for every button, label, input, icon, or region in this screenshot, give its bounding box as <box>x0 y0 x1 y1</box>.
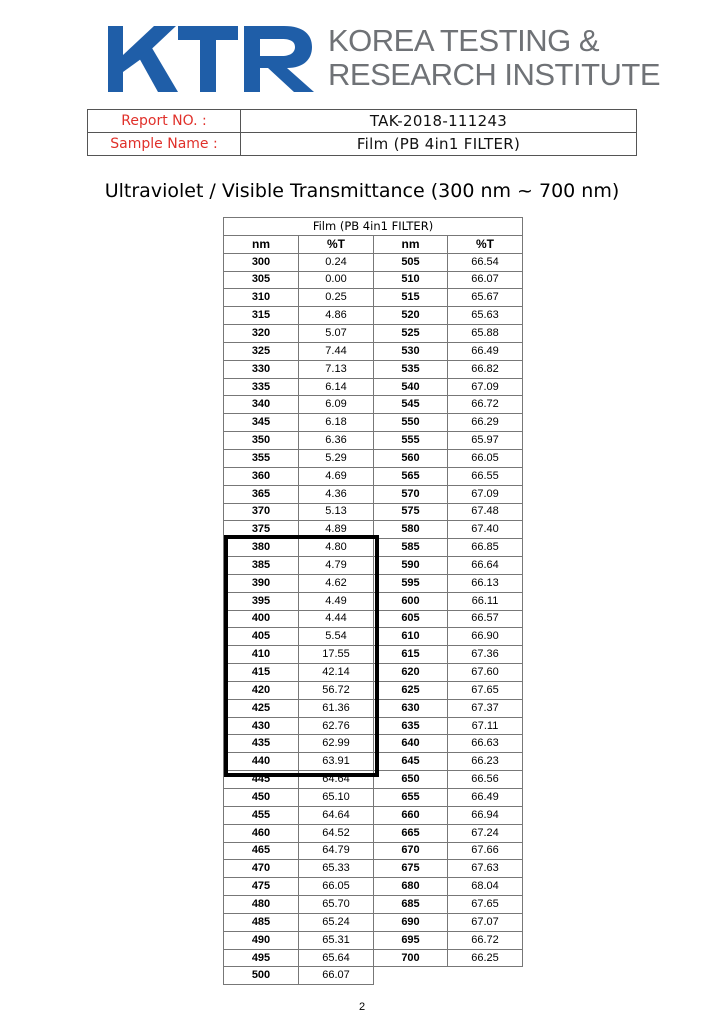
transmittance-cell: 6.18 <box>299 414 374 432</box>
transmittance-cell: 67.40 <box>448 521 523 539</box>
wavelength-cell: 430 <box>224 717 299 735</box>
transmittance-cell: 67.09 <box>448 485 523 503</box>
wavelength-cell: 470 <box>224 860 299 878</box>
transmittance-cell: 68.04 <box>448 878 523 896</box>
transmittance-cell: 67.07 <box>448 913 523 931</box>
column-header-nm: nm <box>224 235 299 253</box>
table-row <box>224 378 523 396</box>
transmittance-cell: 65.67 <box>448 289 523 307</box>
table-row <box>224 878 523 896</box>
wavelength-cell: 325 <box>224 342 299 360</box>
transmittance-cell: 0.24 <box>299 253 374 271</box>
wavelength-cell: 385 <box>224 557 299 575</box>
ktr-logo-mark <box>108 26 314 92</box>
wavelength-cell: 370 <box>224 503 299 521</box>
wavelength-cell: 680 <box>374 878 448 896</box>
column-header-transmittance: %T <box>299 235 374 253</box>
wavelength-cell: 615 <box>374 646 448 664</box>
wavelength-cell: 630 <box>374 699 448 717</box>
table-row <box>224 414 523 432</box>
wavelength-cell: 645 <box>374 753 448 771</box>
report-number-value: TAK-2018-111243 <box>241 110 637 133</box>
column-header-nm: nm <box>374 235 448 253</box>
report-info-table <box>87 109 637 156</box>
wavelength-cell: 535 <box>374 360 448 378</box>
wavelength-cell: 365 <box>224 485 299 503</box>
institute-name <box>328 24 660 92</box>
column-header-transmittance: %T <box>448 235 523 253</box>
transmittance-cell: 0.25 <box>299 289 374 307</box>
wavelength-cell: 670 <box>374 842 448 860</box>
table-title-row <box>224 218 523 236</box>
table-row <box>224 342 523 360</box>
wavelength-cell: 300 <box>224 253 299 271</box>
wavelength-cell: 695 <box>374 931 448 949</box>
wavelength-cell: 320 <box>224 325 299 343</box>
wavelength-cell: 450 <box>224 789 299 807</box>
institute-name-line2: RESEARCH INSTITUTE <box>328 57 661 92</box>
wavelength-cell: 460 <box>224 824 299 842</box>
table-row <box>224 449 523 467</box>
transmittance-cell: 67.66 <box>448 842 523 860</box>
wavelength-cell: 400 <box>224 610 299 628</box>
wavelength-cell: 675 <box>374 860 448 878</box>
transmittance-cell: 66.85 <box>448 539 523 557</box>
transmittance-cell: 66.57 <box>448 610 523 628</box>
wavelength-cell: 405 <box>224 628 299 646</box>
wavelength-cell: 530 <box>374 342 448 360</box>
wavelength-cell: 575 <box>374 503 448 521</box>
transmittance-cell: 5.29 <box>299 449 374 467</box>
table-row <box>224 432 523 450</box>
table-row <box>224 931 523 949</box>
table-row <box>224 824 523 842</box>
wavelength-cell: 555 <box>374 432 448 450</box>
wavelength-cell: 660 <box>374 806 448 824</box>
table-row <box>224 396 523 414</box>
institute-name-line1: KOREA TESTING & <box>328 23 600 58</box>
wavelength-cell: 500 <box>224 967 299 985</box>
sample-name-value: Film (PB 4in1 FILTER) <box>241 133 637 156</box>
table-row <box>224 307 523 325</box>
wavelength-cell: 340 <box>224 396 299 414</box>
transmittance-cell: 56.72 <box>299 681 374 699</box>
wavelength-cell: 550 <box>374 414 448 432</box>
page-number: 2 <box>358 1001 366 1013</box>
transmittance-cell: 67.36 <box>448 646 523 664</box>
transmittance-cell: 66.05 <box>448 449 523 467</box>
transmittance-cell: 4.49 <box>299 592 374 610</box>
transmittance-cell: 64.64 <box>299 806 374 824</box>
wavelength-cell: 315 <box>224 307 299 325</box>
wavelength-cell: 640 <box>374 735 448 753</box>
table-row <box>224 325 523 343</box>
wavelength-cell: 420 <box>224 681 299 699</box>
transmittance-cell: 61.36 <box>299 699 374 717</box>
wavelength-cell: 565 <box>374 467 448 485</box>
wavelength-cell: 505 <box>374 253 448 271</box>
transmittance-cell: 6.36 <box>299 432 374 450</box>
transmittance-cell: 66.49 <box>448 342 523 360</box>
transmittance-cell: 66.25 <box>448 949 523 967</box>
wavelength-cell: 515 <box>374 289 448 307</box>
transmittance-cell: 66.29 <box>448 414 523 432</box>
table-row <box>224 860 523 878</box>
sample-name-label: Sample Name : <box>88 133 241 156</box>
transmittance-cell: 67.11 <box>448 717 523 735</box>
table-row <box>224 949 523 967</box>
table-row <box>224 789 523 807</box>
transmittance-cell: 0.00 <box>299 271 374 289</box>
transmittance-cell: 5.07 <box>299 325 374 343</box>
wavelength-cell: 485 <box>224 913 299 931</box>
wavelength-cell: 330 <box>224 360 299 378</box>
wavelength-cell: 380 <box>224 539 299 557</box>
transmittance-cell: 65.33 <box>299 860 374 878</box>
wavelength-cell: 520 <box>374 307 448 325</box>
transmittance-cell: 65.63 <box>448 307 523 325</box>
transmittance-cell: 65.31 <box>299 931 374 949</box>
table-row <box>224 842 523 860</box>
transmittance-cell: 62.76 <box>299 717 374 735</box>
wavelength-cell: 455 <box>224 806 299 824</box>
table-row <box>224 913 523 931</box>
empty-cell <box>374 967 523 985</box>
table-row <box>224 360 523 378</box>
transmittance-cell: 6.09 <box>299 396 374 414</box>
transmittance-cell: 67.65 <box>448 896 523 914</box>
transmittance-cell: 4.89 <box>299 521 374 539</box>
transmittance-cell: 66.23 <box>448 753 523 771</box>
wavelength-cell: 310 <box>224 289 299 307</box>
transmittance-cell: 64.52 <box>299 824 374 842</box>
wavelength-cell: 590 <box>374 557 448 575</box>
wavelength-cell: 305 <box>224 271 299 289</box>
transmittance-cell: 66.55 <box>448 467 523 485</box>
transmittance-cell: 7.13 <box>299 360 374 378</box>
transmittance-cell: 65.64 <box>299 949 374 967</box>
transmittance-cell: 66.13 <box>448 574 523 592</box>
transmittance-cell: 62.99 <box>299 735 374 753</box>
transmittance-cell: 67.65 <box>448 681 523 699</box>
wavelength-cell: 490 <box>224 931 299 949</box>
wavelength-cell: 560 <box>374 449 448 467</box>
transmittance-cell: 66.72 <box>448 931 523 949</box>
transmittance-cell: 66.63 <box>448 735 523 753</box>
wavelength-cell: 435 <box>224 735 299 753</box>
wavelength-cell: 690 <box>374 913 448 931</box>
wavelength-cell: 475 <box>224 878 299 896</box>
transmittance-cell: 63.91 <box>299 753 374 771</box>
wavelength-cell: 685 <box>374 896 448 914</box>
transmittance-cell: 66.54 <box>448 253 523 271</box>
transmittance-cell: 65.88 <box>448 325 523 343</box>
transmittance-cell: 67.37 <box>448 699 523 717</box>
transmittance-cell: 66.72 <box>448 396 523 414</box>
transmittance-cell: 67.24 <box>448 824 523 842</box>
transmittance-cell: 64.79 <box>299 842 374 860</box>
transmittance-cell: 66.07 <box>448 271 523 289</box>
wavelength-cell: 445 <box>224 771 299 789</box>
wavelength-cell: 375 <box>224 521 299 539</box>
transmittance-cell: 66.05 <box>299 878 374 896</box>
transmittance-cell: 66.11 <box>448 592 523 610</box>
wavelength-cell: 360 <box>224 467 299 485</box>
transmittance-cell: 65.70 <box>299 896 374 914</box>
wavelength-cell: 510 <box>374 271 448 289</box>
wavelength-cell: 595 <box>374 574 448 592</box>
wavelength-cell: 335 <box>224 378 299 396</box>
wavelength-cell: 610 <box>374 628 448 646</box>
transmittance-cell: 66.90 <box>448 628 523 646</box>
wavelength-cell: 415 <box>224 664 299 682</box>
report-number-label: Report NO. : <box>88 110 241 133</box>
wavelength-cell: 350 <box>224 432 299 450</box>
transmittance-cell: 7.44 <box>299 342 374 360</box>
transmittance-cell: 66.64 <box>448 557 523 575</box>
wavelength-cell: 480 <box>224 896 299 914</box>
wavelength-cell: 665 <box>374 824 448 842</box>
transmittance-cell: 42.14 <box>299 664 374 682</box>
transmittance-cell: 4.80 <box>299 539 374 557</box>
transmittance-cell: 66.07 <box>299 967 374 985</box>
table-row <box>224 485 523 503</box>
table-row <box>224 503 523 521</box>
table-row <box>224 467 523 485</box>
transmittance-cell: 4.36 <box>299 485 374 503</box>
table-title: Film (PB 4in1 FILTER) <box>224 218 523 236</box>
transmittance-cell: 66.49 <box>448 789 523 807</box>
transmittance-cell: 4.79 <box>299 557 374 575</box>
table-row <box>224 806 523 824</box>
wavelength-cell: 465 <box>224 842 299 860</box>
transmittance-cell: 65.97 <box>448 432 523 450</box>
transmittance-cell: 66.94 <box>448 806 523 824</box>
table-row <box>224 967 523 985</box>
wavelength-cell: 410 <box>224 646 299 664</box>
page-heading: Ultraviolet / Visible Transmittance (300 nm ~ 700 nm) <box>104 180 620 202</box>
transmittance-cell: 64.64 <box>299 771 374 789</box>
wavelength-cell: 570 <box>374 485 448 503</box>
transmittance-cell: 65.24 <box>299 913 374 931</box>
column-header-row <box>224 235 523 253</box>
wavelength-cell: 635 <box>374 717 448 735</box>
transmittance-cell: 5.13 <box>299 503 374 521</box>
transmittance-cell: 67.60 <box>448 664 523 682</box>
wavelength-cell: 540 <box>374 378 448 396</box>
transmittance-cell: 66.56 <box>448 771 523 789</box>
wavelength-cell: 580 <box>374 521 448 539</box>
table-row <box>224 289 523 307</box>
wavelength-cell: 525 <box>374 325 448 343</box>
wavelength-cell: 700 <box>374 949 448 967</box>
table-row <box>224 896 523 914</box>
transmittance-cell: 67.09 <box>448 378 523 396</box>
wavelength-cell: 395 <box>224 592 299 610</box>
transmittance-cell: 67.63 <box>448 860 523 878</box>
transmittance-cell: 4.86 <box>299 307 374 325</box>
wavelength-cell: 600 <box>374 592 448 610</box>
wavelength-cell: 625 <box>374 681 448 699</box>
highlight-box <box>224 535 379 777</box>
transmittance-cell: 65.10 <box>299 789 374 807</box>
transmittance-cell: 67.48 <box>448 503 523 521</box>
wavelength-cell: 650 <box>374 771 448 789</box>
wavelength-cell: 345 <box>224 414 299 432</box>
transmittance-cell: 4.69 <box>299 467 374 485</box>
wavelength-cell: 440 <box>224 753 299 771</box>
wavelength-cell: 495 <box>224 949 299 967</box>
wavelength-cell: 620 <box>374 664 448 682</box>
transmittance-cell: 4.44 <box>299 610 374 628</box>
wavelength-cell: 585 <box>374 539 448 557</box>
wavelength-cell: 355 <box>224 449 299 467</box>
wavelength-cell: 425 <box>224 699 299 717</box>
transmittance-cell: 66.82 <box>448 360 523 378</box>
transmittance-cell: 6.14 <box>299 378 374 396</box>
wavelength-cell: 655 <box>374 789 448 807</box>
ktr-logo <box>108 23 661 94</box>
wavelength-cell: 545 <box>374 396 448 414</box>
wavelength-cell: 390 <box>224 574 299 592</box>
wavelength-cell: 605 <box>374 610 448 628</box>
report-number-row <box>88 110 637 133</box>
sample-name-row <box>88 133 637 156</box>
table-row <box>224 271 523 289</box>
transmittance-cell: 4.62 <box>299 574 374 592</box>
transmittance-cell: 5.54 <box>299 628 374 646</box>
table-row <box>224 253 523 271</box>
transmittance-cell: 17.55 <box>299 646 374 664</box>
